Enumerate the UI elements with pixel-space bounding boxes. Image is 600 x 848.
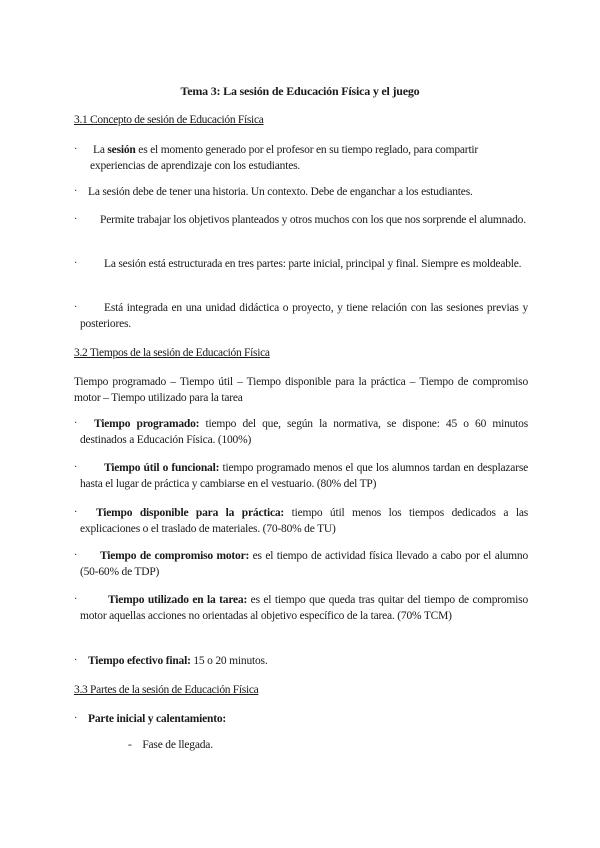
- list-item: [74, 300, 528, 332]
- bullet: ·: [74, 418, 78, 429]
- intro-paragraph: Tiempo programado – Tiempo útil – Tiempo disponible para la práctica – Tiempo de compromiso motor – Tiempo utilizado para la tarea: [74, 376, 528, 404]
- item-text-pre: La: [93, 144, 108, 156]
- section-heading-3-2: 3.2 Tiempos de la sesión de Educación Física: [74, 347, 270, 359]
- list-item: [74, 142, 528, 174]
- item-text: Está integrada en una unidad didáctica o proyecto, y tiene relación con las sesiones previas y posteriores.: [80, 302, 528, 330]
- bullet: ·: [74, 302, 78, 313]
- list-item: [74, 460, 528, 492]
- bullet: ·: [74, 462, 78, 473]
- item-text: tiempo programado menos el que los alumnos tardan en desplazarse hasta el lugar de práctica y cambiarse en el vestuario. (80% del TP): [80, 462, 528, 490]
- item-bold: Tiempo de compromiso motor:: [100, 550, 250, 562]
- list-item: [74, 212, 528, 228]
- page-title: Tema 3: La sesión de Educación Física y el juego: [180, 84, 420, 98]
- item-text: es el tiempo de actividad física llevado a cabo por el alumno (50-60% de TDP): [80, 550, 528, 578]
- list-item: [74, 184, 528, 200]
- list-item: [74, 592, 528, 624]
- item-text: tiempo del que, según la normativa, se dispone: 45 o 60 minutos destinados a Educación Física. (100%): [80, 418, 528, 446]
- bullet: ·: [74, 550, 78, 561]
- list-item: [74, 256, 528, 272]
- item-text: 15 o 20 minutos.: [190, 655, 268, 667]
- list-item: [74, 416, 528, 448]
- list-item: [74, 711, 528, 727]
- item-text: La sesión debe de tener una historia. Un contexto. Debe de enganchar a los estudiantes.: [88, 186, 473, 198]
- item-bold: Tiempo útil o funcional:: [104, 462, 220, 474]
- item-bold: Tiempo efectivo final:: [88, 655, 191, 667]
- item-text: tiempo útil menos los tiempos dedicados a las explicaciones o el traslado de materiales. (70-80% de TU): [80, 507, 528, 535]
- dash: -: [128, 739, 132, 751]
- bullet: ·: [74, 214, 78, 225]
- item-bold: sesión: [107, 144, 136, 156]
- sub-list-item: [128, 739, 213, 751]
- sub-item-text: Fase de llegada.: [142, 739, 213, 751]
- item-bold: Tiempo disponible para la práctica:: [96, 507, 285, 519]
- item-text: es el tiempo que queda tras quitar del tiempo de compromiso motor aquellas acciones no orientadas al objetivo específico de la tarea. (70% TCM): [80, 594, 528, 622]
- item-bold: Parte inicial y calentamiento:: [88, 713, 227, 725]
- section-heading-3-3: 3.3 Partes de la sesión de Educación Física: [74, 684, 259, 696]
- bullet: ·: [74, 594, 78, 605]
- list-item: [74, 548, 528, 580]
- bullet: ·: [74, 713, 78, 724]
- section-heading-3-1: 3.1 Concepto de sesión de Educación Física: [74, 114, 264, 126]
- item-text: La sesión está estructurada en tres partes: parte inicial, principal y final. Siempre es moldeable.: [104, 258, 522, 270]
- bullet: ·: [74, 186, 78, 197]
- item-bold: Tiempo utilizado en la tarea:: [108, 594, 248, 606]
- list-item: [74, 653, 528, 669]
- list-item: [74, 505, 528, 537]
- item-text: Permite trabajar los objetivos planteados y otros muchos con los que nos sorprende el alumnado.: [100, 214, 526, 226]
- bullet: ·: [74, 507, 78, 518]
- item-bold: Tiempo programado:: [94, 418, 200, 430]
- bullet: ·: [74, 655, 78, 666]
- item-text: es el momento generado por el profesor en su tiempo reglado, para compartir experiencias de aprendizaje con los estudiantes.: [90, 144, 479, 172]
- bullet: ·: [74, 258, 78, 269]
- bullet: ·: [74, 144, 78, 155]
